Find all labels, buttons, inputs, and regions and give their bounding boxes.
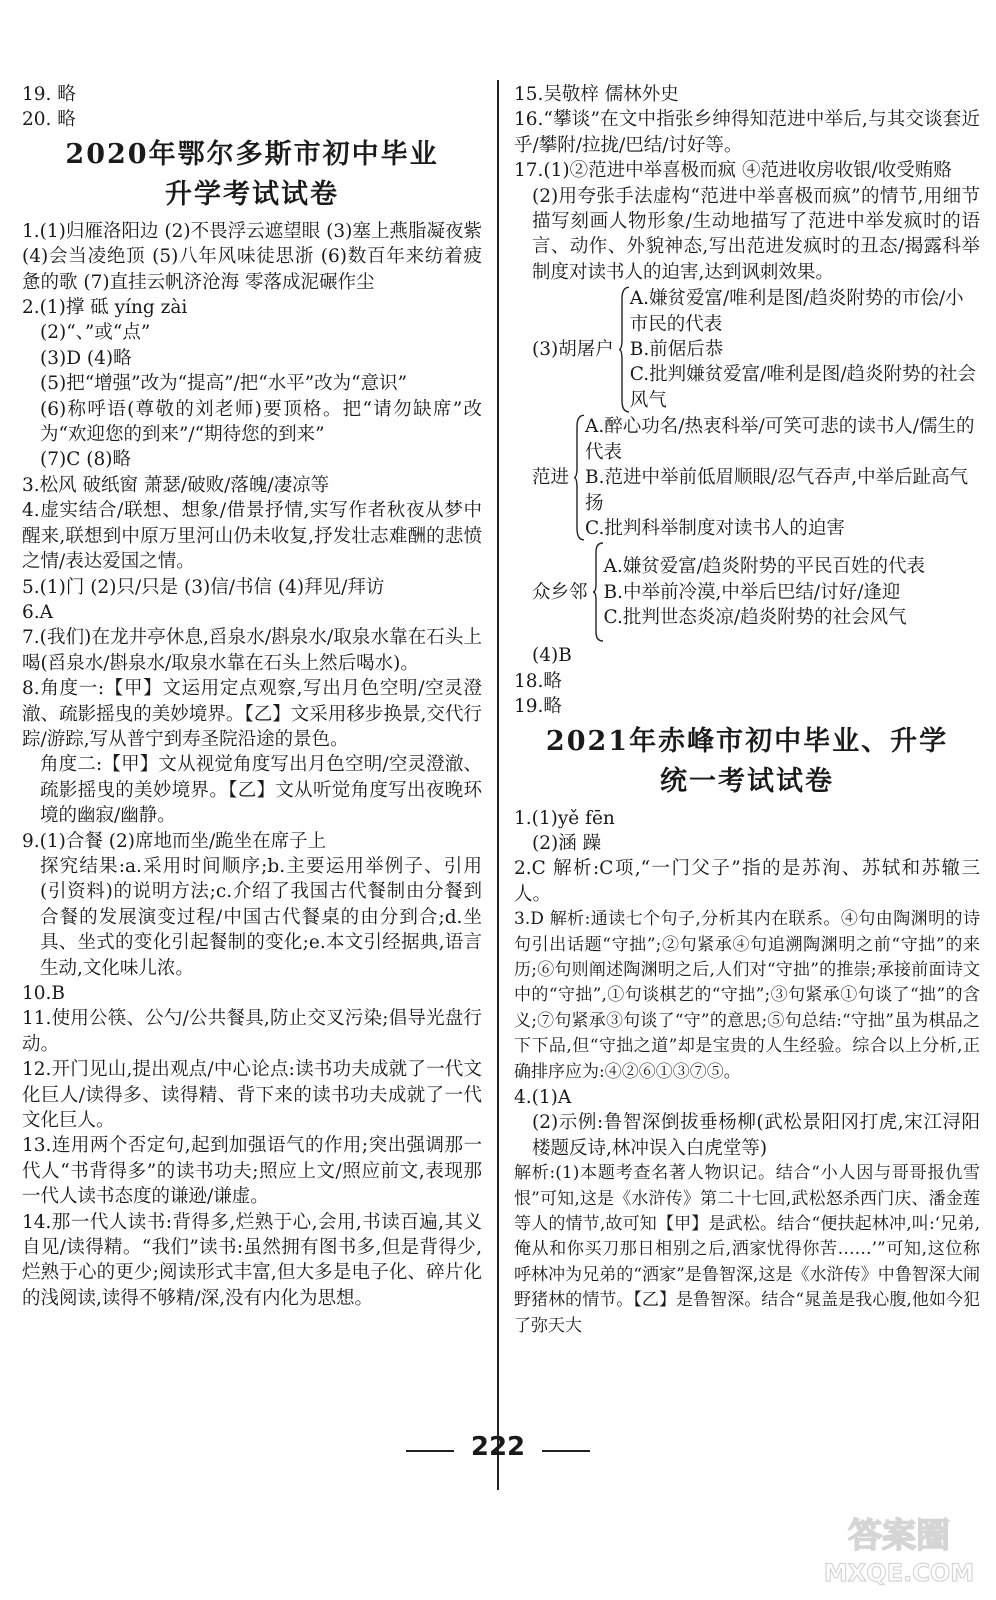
tree-hu-butcher bbox=[514, 286, 980, 413]
footer-dash bbox=[542, 1450, 590, 1452]
tree-item: A.嫌贫爱富/唯利是图/趋炎附势的市侩/小市民的代表 bbox=[629, 288, 964, 335]
answer-17-2: (2)用夸张手法虚构“范进中举喜极而疯”的情节,用细节描写刻画人物形象/生动地描写了范进中举发疯时的语言、动作、外貌神态,写出范进发疯时的丑态/揭露科举制度对读书人的迫害,达到讽刺效果。 bbox=[532, 185, 980, 283]
tree-items bbox=[585, 414, 980, 541]
section-title-2021: 2021年赤峰市初中毕业、升学 统一考试试卷 bbox=[545, 725, 949, 797]
answer-4-b-analysis: 解析:(1)本题考查名著人物识记。结合“小人因与哥哥报仇雪恨”可知,这是《水浒传》第二十七回,武松怒杀西门庆、潘金莲等人的情节,故可知【甲】是武松。结合“便扶起林冲,叫:‘兄弟,俺从和你买刀那日相别之后,洒家忧得你苦……’”可知,这位称呼林冲为兄弟的“洒家”是鲁智深,这是《水浒传》中鲁智深大闹野猪林的情节。【乙】是鲁智深。结合“晁盖是我心腹,他如今犯了弥天大 bbox=[514, 1163, 980, 1336]
brace-icon bbox=[592, 542, 604, 642]
answer-15: 15.吴敬梓 儒林外史 bbox=[514, 84, 679, 105]
answer-5: 5.(1)门 (2)只/只是 (3)信/书信 (4)拜见/拜访 bbox=[22, 576, 385, 598]
tree-items bbox=[630, 286, 980, 413]
tree-label: 范进 bbox=[532, 467, 570, 489]
tree-item: A.醉心功名/热衷科举/可笑可悲的读书人/儒生的代表 bbox=[585, 416, 975, 463]
tree-item: C.批判世态炎凉/趋炎附势的社会风气 bbox=[603, 607, 907, 629]
tree-label: 众乡邻 bbox=[532, 581, 588, 603]
tree-item: C.批判科举制度对读书人的迫害 bbox=[585, 517, 845, 539]
answer-8-angle-2: 角度二:【甲】文从视觉角度写出月色空明/空灵澄澈、疏影摇曳的美妙境界。【乙】文从听觉角度写出夜晚环境的幽寂/幽静。 bbox=[40, 754, 482, 827]
answer-2-1: 2.(1)撑 砥 yíng zài bbox=[22, 297, 188, 319]
answer-8-angle-1: 8.角度一:【甲】文运用定点观察,写出月色空明/空灵澄澈、疏影摇曳的美妙境界。【乙】文采用移步换景,交代行踪/游踪,写从普宁到寿圣院沿途的景色。 bbox=[22, 678, 482, 750]
tree-item: C.批判嫌贫爱富/唯利是图/趋炎附势的社会风气 bbox=[629, 364, 977, 411]
answer-19-b: 19.略 bbox=[514, 696, 562, 718]
tree-item: B.范进中举前低眉顺眼/忍气吞声,中举后趾高气扬 bbox=[585, 467, 969, 514]
brace-icon bbox=[573, 414, 585, 541]
answer-19: 19. 略 bbox=[22, 84, 76, 105]
svg-text:MXQE.COM: MXQE.COM bbox=[824, 1559, 974, 1587]
brace-icon bbox=[618, 286, 630, 413]
answer-17-1: 17.(1)②范进中举喜极而疯 ④范进收房收银/收受贿赂 bbox=[514, 160, 952, 182]
answer-16: 16.“攀谈”在文中指张乡绅得知范进中举后,与其交谈套近乎/攀附/拉拢/巴结/讨好等。 bbox=[514, 109, 980, 156]
tree-items bbox=[604, 554, 980, 630]
answer-14: 14.那一代人读书:背得多,烂熟于心,会用,书读百遍,其义自见/读得精。“我们”读书:虽然拥有图书多,但是背得少,烂熟于心的更少;阅读形式丰富,但大多是电子化、碎片化的浅阅读,读得不够精/深,没有内化为思想。 bbox=[22, 1211, 482, 1309]
tree-fan-jin bbox=[514, 414, 980, 541]
answer-10: 10.B bbox=[22, 983, 66, 1004]
answer-2-2: (2)“、”或“点” bbox=[40, 322, 151, 344]
right-column bbox=[514, 82, 980, 1339]
answer-17-4: (4)B bbox=[532, 645, 572, 667]
answer-2-5: (5)把“增强”改为“提高”/把“水平”改为“意识” bbox=[40, 373, 408, 395]
answer-4: 4.虚实结合/联想、想象/借景抒情,实写作者秋夜从梦中醒来,联想到中原万里河山仍未收复,抒发壮志难酬的悲愤之情/表达爱国之情。 bbox=[22, 500, 482, 573]
answer-3: 3.松风 破纸窗 萧瑟/破败/落魄/凄凉等 bbox=[22, 474, 330, 496]
column-divider bbox=[497, 80, 499, 1490]
section-title-2020: 2020年鄂尔多斯市初中毕业 升学考试试卷 bbox=[65, 138, 439, 210]
page-footer bbox=[0, 1432, 996, 1462]
svg-text:答案圈: 答案圈 bbox=[848, 1516, 950, 1556]
answer-2-7: (7)C (8)略 bbox=[40, 449, 131, 471]
tree-item: B.中举前冷漠,中举后巴结/讨好/逢迎 bbox=[603, 581, 901, 603]
left-column bbox=[22, 82, 482, 1311]
answer-9-result: 探究结果:a.采用时间顺序;b.主要运用举例子、引用(引资料)的说明方法;c.介绍了我国古代餐制由分餐到合餐的发展演变过程/中国古代餐桌的由分到合;d.坐具、坐式的变化引起餐制的变化;e.本文引经据典,语言生动,文化味儿浓。 bbox=[40, 855, 482, 979]
watermark-logo bbox=[824, 1505, 974, 1593]
answer-2-3: (3)D (4)略 bbox=[40, 347, 132, 369]
answer-3-b: 3.D 解析:通读七个句子,分析其内在联系。④句由陶渊明的诗句引出话题“守拙”;②句紧承④句追溯陶渊明之前“守拙”的来历;⑥句则阐述陶渊明之后,人们对“守拙”的推崇;承接前面诗文中的“守拙”,①句谈棋艺的“守拙”;③句紧承①句谈了“拙”的含义;⑦句紧承③句谈了“守”的意思;⑤句总结:“守拙”虽为棋品之下下品,但“守拙之道”却是宝贵的人生经验。综合以上分析,正确排序应为:④②⑥①③⑦⑤。 bbox=[514, 909, 980, 1082]
tree-neighbors bbox=[514, 542, 980, 642]
answer-6: 6.A bbox=[22, 601, 54, 623]
footer-dash bbox=[406, 1450, 454, 1452]
answer-1-b-2: (2)涵 躁 bbox=[532, 832, 602, 854]
page-number: 222 bbox=[470, 1432, 526, 1462]
answer-2-6: (6)称呼语(尊敬的刘老师)要顶格。把“请勿缺席”改为“欢迎您的到来”/“期待您的到来” bbox=[40, 398, 482, 446]
answer-1: 1.(1)归雁洛阳边 (2)不畏浮云遮望眼 (3)塞上燕脂凝夜紫 (4)会当凌绝顶 (5)八年风味徒思浙 (6)数百年来纺着疲惫的歌 (7)直挂云帆济沧海 零落成泥碾作尘 bbox=[22, 220, 482, 293]
answer-4-b-2: (2)示例:鲁智深倒拔垂杨柳(武松景阳冈打虎,宋江浔阳楼题反诗,林冲误入白虎堂等) bbox=[532, 1112, 980, 1159]
answer-12: 12.开门见山,提出观点/中心论点:读书功夫成就了一代文化巨人/读得多、读得精、背下来的读书功夫成就了一代文化巨人。 bbox=[22, 1059, 482, 1132]
tree-label: (3)胡屠户 bbox=[532, 339, 614, 361]
answer-11: 11.使用公筷、公勺/公共餐具,防止交叉污染;倡导光盘行动。 bbox=[22, 1008, 482, 1055]
answer-13: 13.连用两个否定句,起到加强语气的作用;突出强调那一代人“书背得多”的读书功夫;照应上文/照应前文,表现那一代人读书态度的谦逊/谦虚。 bbox=[22, 1135, 482, 1208]
answer-18: 18.略 bbox=[514, 670, 562, 692]
tree-item: B.前倨后恭 bbox=[629, 339, 724, 361]
answer-9: 9.(1)合餐 (2)席地而坐/跪坐在席子上 bbox=[22, 830, 327, 852]
answer-2-b: 2.C 解析:C项,“一门父子”指的是苏洵、苏轼和苏辙三人。 bbox=[514, 858, 980, 905]
tree-item: A.嫌贫爱富/趋炎附势的平民百姓的代表 bbox=[603, 556, 925, 578]
answer-1-b: 1.(1)yě fēn bbox=[514, 807, 615, 829]
answer-7: 7.(我们)在龙井亭休息,舀泉水/斟泉水/取泉水靠在石头上喝(舀泉水/斟泉水/取泉水靠在石头上然后喝水)。 bbox=[22, 627, 482, 674]
answer-20: 20. 略 bbox=[22, 109, 76, 131]
answer-4-b-1: 4.(1)A bbox=[514, 1087, 572, 1108]
